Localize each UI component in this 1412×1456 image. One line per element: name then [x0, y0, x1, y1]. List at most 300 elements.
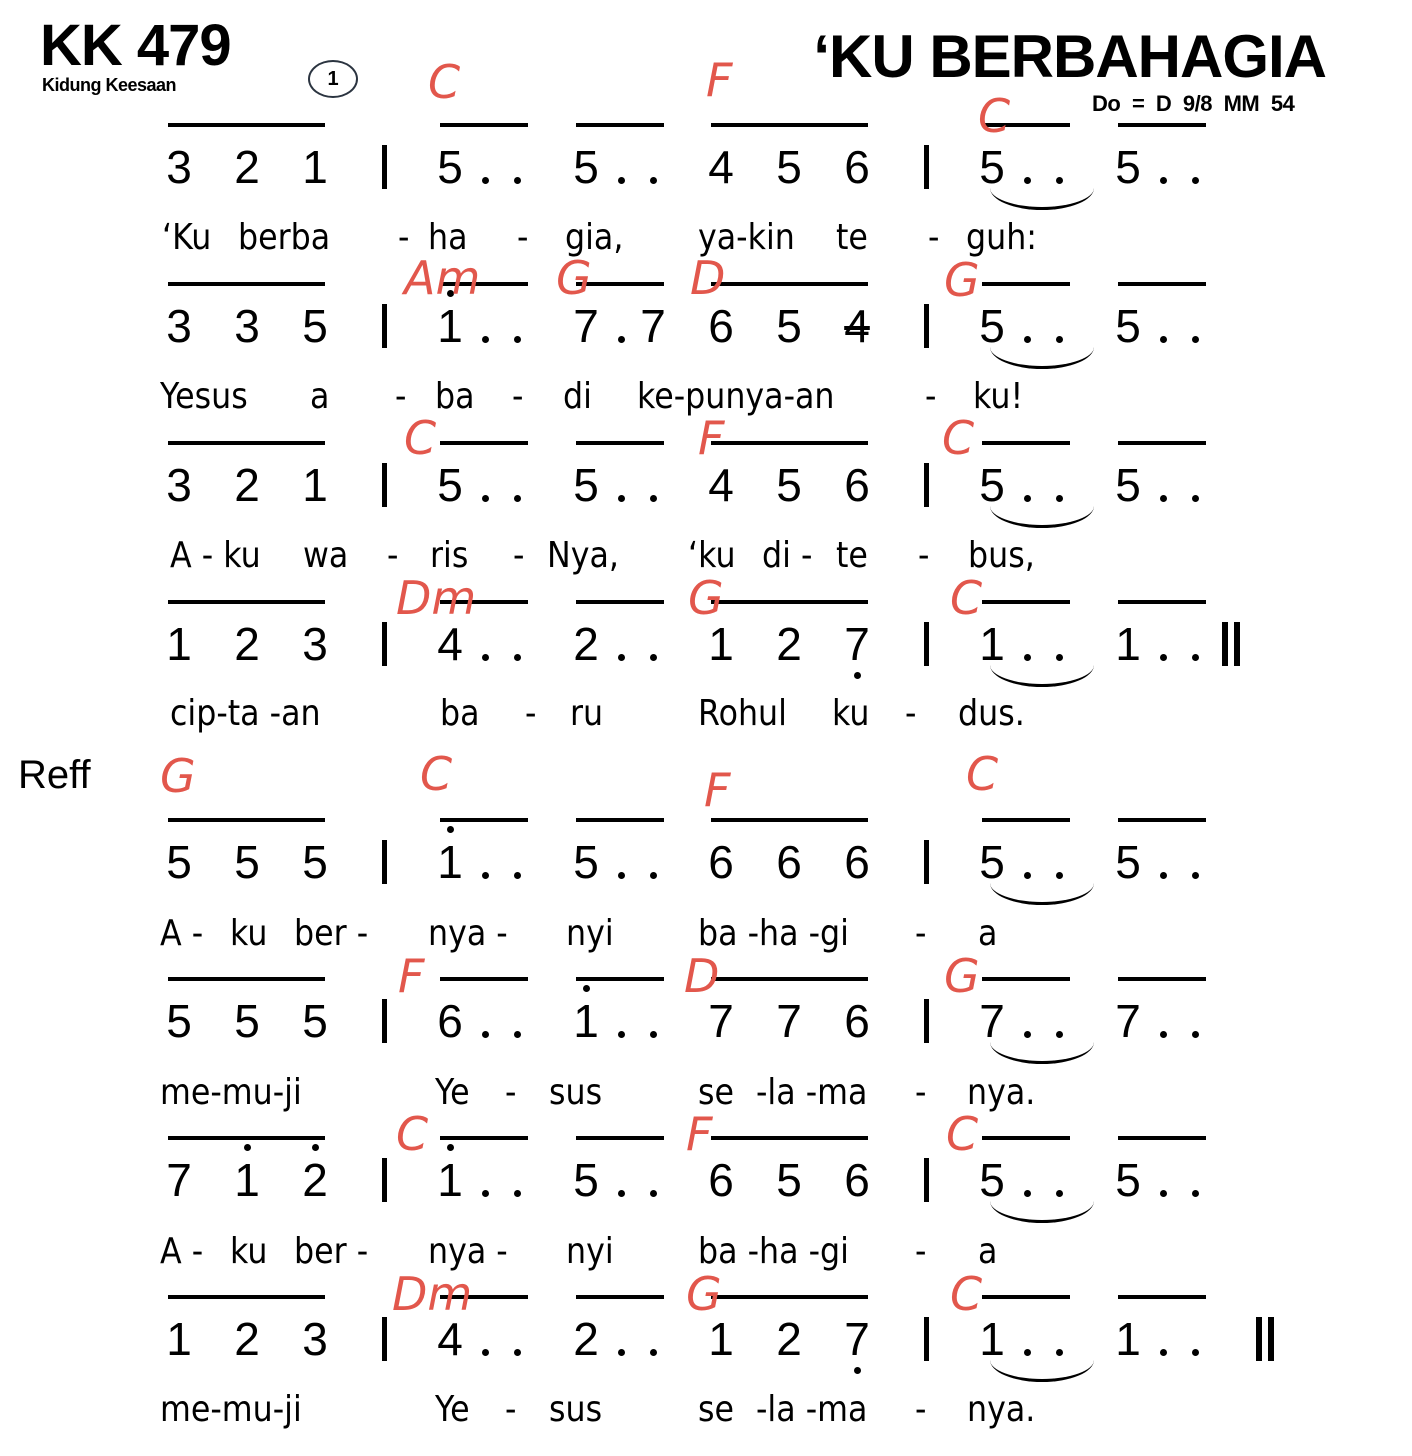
rhythm-dot — [514, 336, 521, 343]
octave-down-dot — [854, 672, 861, 679]
lyric-syllable: - — [915, 1389, 927, 1430]
beam-line — [576, 600, 664, 604]
beam-line — [576, 1295, 664, 1299]
rhythm-dot — [618, 177, 625, 184]
note: 5 — [573, 1154, 599, 1206]
rhythm-dot — [1192, 495, 1199, 502]
slur — [990, 185, 1094, 210]
chord-annotation: Dm — [392, 1267, 473, 1321]
rhythm-dot — [1024, 336, 1031, 343]
bar-line — [382, 304, 387, 348]
lyric-syllable: a — [310, 376, 330, 417]
bar-stroke — [1234, 622, 1240, 666]
note: 5 — [776, 459, 802, 511]
note: 6 — [708, 300, 734, 352]
lyric-syllable: ba -ha -gi — [698, 1231, 849, 1272]
lyric-syllable: ris — [430, 535, 469, 576]
rhythm-dot — [482, 654, 489, 661]
rhythm-dot — [1160, 1349, 1167, 1356]
beam-line — [168, 1136, 325, 1140]
note: 1 — [234, 1154, 260, 1206]
lyric-syllable: - — [905, 693, 917, 734]
refrain-label: Reff — [18, 753, 91, 797]
chord-annotation: G — [160, 749, 196, 803]
beam-line — [576, 977, 664, 981]
rhythm-dot — [482, 1031, 489, 1038]
beam-line — [1118, 1295, 1206, 1299]
rhythm-dot — [1192, 1031, 1199, 1038]
rhythm-dot — [618, 872, 625, 879]
rhythm-dot — [1192, 654, 1199, 661]
note: 4 — [844, 300, 870, 352]
note: 5 — [234, 836, 260, 888]
slur — [990, 1198, 1094, 1223]
bar-line — [924, 999, 929, 1043]
note: 5 — [776, 300, 802, 352]
lyric-syllable: - — [525, 693, 537, 734]
beam-line — [711, 1295, 868, 1299]
rhythm-dot — [514, 872, 521, 879]
note: 5 — [979, 1154, 1005, 1206]
lyric-syllable: ku — [230, 913, 268, 954]
lyric-syllable: nya - — [428, 913, 508, 954]
beam-line — [440, 123, 528, 127]
note: 4 — [437, 618, 463, 670]
rhythm-dot — [1024, 1031, 1031, 1038]
bar-line — [924, 145, 929, 189]
note: 5 — [302, 300, 328, 352]
note: 4 — [708, 459, 734, 511]
lyric-syllable: Ye — [435, 1072, 470, 1113]
octave-up-dot — [447, 826, 454, 833]
rhythm-dot — [650, 654, 657, 661]
rhythm-dot — [1056, 872, 1063, 879]
lyric-syllable: sus — [549, 1072, 603, 1113]
lyric-syllable: ‘Ku — [162, 217, 212, 258]
rhythm-dot — [650, 1349, 657, 1356]
octave-up-dot — [447, 1144, 454, 1151]
rhythm-dot — [1056, 336, 1063, 343]
lyric-syllable: dus. — [958, 693, 1025, 734]
note: 4 — [708, 141, 734, 193]
note: 5 — [1115, 1154, 1141, 1206]
note: 5 — [1115, 459, 1141, 511]
beam-line — [982, 600, 1070, 604]
beam-line — [982, 1295, 1070, 1299]
rhythm-dot — [1160, 177, 1167, 184]
note: 1 — [437, 300, 463, 352]
note: 6 — [708, 1154, 734, 1206]
bar-line — [924, 622, 929, 666]
beam-line — [168, 123, 325, 127]
note: 3 — [166, 141, 192, 193]
beam-line — [168, 977, 325, 981]
note: 1 — [979, 1313, 1005, 1365]
beam-line — [1118, 1136, 1206, 1140]
lyric-syllable: - — [513, 535, 525, 576]
beam-line — [440, 1136, 528, 1140]
rhythm-dot — [618, 1190, 625, 1197]
chord-annotation: D — [684, 949, 720, 1003]
note: 1 — [979, 618, 1005, 670]
chord-annotation: C — [404, 411, 437, 465]
beam-line — [711, 1136, 868, 1140]
note: 6 — [437, 995, 463, 1047]
rhythm-dot — [1024, 872, 1031, 879]
note: 7 — [844, 618, 870, 670]
lyric-syllable: ber - — [294, 913, 369, 954]
bar-line — [924, 1158, 929, 1202]
rhythm-dot — [1024, 177, 1031, 184]
note: 6 — [844, 836, 870, 888]
lyric-syllable: ku! — [973, 376, 1024, 417]
chord-annotation: C — [966, 747, 999, 801]
beam-line — [1118, 123, 1206, 127]
note: 1 — [708, 618, 734, 670]
lyric-syllable: - — [925, 376, 937, 417]
slur — [990, 1039, 1094, 1064]
beam-line — [982, 282, 1070, 286]
bar-stroke — [1222, 622, 1228, 666]
note: 1 — [302, 459, 328, 511]
note: 2 — [776, 618, 802, 670]
lyric-syllable: sus — [549, 1389, 603, 1430]
lyric-syllable: a — [978, 913, 998, 954]
beam-line — [1118, 441, 1206, 445]
note: 5 — [437, 141, 463, 193]
bar-line — [924, 1317, 929, 1361]
rhythm-dot — [650, 872, 657, 879]
beam-line — [711, 282, 868, 286]
note: 4 — [437, 1313, 463, 1365]
beam-line — [168, 441, 325, 445]
lyric-syllable: di - — [762, 535, 813, 576]
lyric-syllable: te — [836, 217, 868, 258]
beam-line — [168, 282, 325, 286]
slur — [990, 662, 1094, 687]
hymnal-name: Kidung Keesaan — [42, 75, 177, 95]
note: 2 — [234, 1313, 260, 1365]
chord-annotation: C — [942, 411, 975, 465]
rhythm-dot — [514, 1031, 521, 1038]
rhythm-dot — [650, 495, 657, 502]
note: 2 — [234, 141, 260, 193]
lyric-syllable: Ye — [435, 1389, 470, 1430]
chord-annotation: C — [978, 89, 1011, 143]
slur — [990, 880, 1094, 905]
rhythm-dot — [1192, 336, 1199, 343]
rhythm-dot — [482, 177, 489, 184]
beam-line — [576, 123, 664, 127]
octave-up-dot — [312, 1144, 319, 1151]
lyric-syllable: guh: — [966, 217, 1037, 258]
beam-line — [982, 441, 1070, 445]
note: 6 — [844, 995, 870, 1047]
lyric-syllable: ku — [230, 1231, 268, 1272]
note: 2 — [234, 618, 260, 670]
rhythm-dot — [1056, 1349, 1063, 1356]
lyric-syllable: ku — [832, 693, 870, 734]
chord-annotation: C — [946, 1107, 979, 1161]
note: 7 — [776, 995, 802, 1047]
lyric-syllable: - — [918, 535, 930, 576]
chord-annotation: G — [944, 949, 980, 1003]
note: 5 — [1115, 836, 1141, 888]
chord-annotation: G — [944, 253, 980, 307]
note: 6 — [844, 1154, 870, 1206]
note: 7 — [844, 1313, 870, 1365]
lyric-syllable: ke-punya-an — [637, 376, 835, 417]
lyric-syllable: se — [698, 1072, 734, 1113]
note: 6 — [708, 836, 734, 888]
note: 1 — [1115, 1313, 1141, 1365]
note: 1 — [1115, 618, 1141, 670]
lyric-syllable: ha — [428, 217, 468, 258]
chord-annotation: F — [706, 53, 733, 107]
note: 6 — [844, 141, 870, 193]
rhythm-dot — [1024, 654, 1031, 661]
lyric-syllable: A - — [160, 913, 204, 954]
hymn-number: KK 479 — [40, 13, 231, 78]
lyric-syllable: ba -ha -gi — [698, 913, 849, 954]
note: 3 — [302, 618, 328, 670]
note: 5 — [979, 836, 1005, 888]
note: 5 — [302, 995, 328, 1047]
key-tempo-info: Do = D 9/8 MM 54 — [1092, 91, 1295, 116]
chord-annotation: G — [556, 251, 592, 305]
beam-line — [711, 818, 868, 822]
note: 1 — [573, 995, 599, 1047]
note: 5 — [234, 995, 260, 1047]
rhythm-dot — [514, 1349, 521, 1356]
lyric-syllable: nyi — [566, 1231, 614, 1272]
note: 5 — [776, 1154, 802, 1206]
rhythm-dot — [1056, 495, 1063, 502]
bar-line — [924, 840, 929, 884]
rhythm-dot — [482, 495, 489, 502]
note: 3 — [166, 459, 192, 511]
bar-line — [382, 840, 387, 884]
bar-line — [924, 463, 929, 507]
lyric-syllable: Nya, — [547, 535, 619, 576]
lyric-syllable: ba — [435, 376, 475, 417]
lyric-syllable: - — [387, 535, 399, 576]
lyric-syllable: A - ku — [170, 535, 261, 576]
rhythm-dot — [1056, 654, 1063, 661]
lyric-syllable: - — [915, 913, 927, 954]
lyric-syllable: - — [505, 1072, 517, 1113]
slur — [990, 344, 1094, 369]
rhythm-dot — [1056, 1031, 1063, 1038]
note: 7 — [708, 995, 734, 1047]
chord-annotation: C — [420, 747, 453, 801]
lyric-syllable: A - — [160, 1231, 204, 1272]
lyric-syllable: - — [398, 217, 410, 258]
lyric-syllable: se — [698, 1389, 734, 1430]
lyric-syllable: wa — [303, 535, 349, 576]
rhythm-dot — [482, 1190, 489, 1197]
rhythm-dot — [650, 177, 657, 184]
rhythm-dot — [1056, 1190, 1063, 1197]
rhythm-dot — [1024, 495, 1031, 502]
note: 7 — [573, 300, 599, 352]
beam-line — [440, 977, 528, 981]
note: 1 — [437, 836, 463, 888]
octave-up-dot — [244, 1144, 251, 1151]
rhythm-dot — [482, 1349, 489, 1356]
note: 5 — [979, 459, 1005, 511]
lyric-syllable: ba — [440, 693, 480, 734]
song-title: ‘KU BERBAHAGIA — [813, 23, 1326, 90]
beam-line — [711, 441, 868, 445]
lyric-syllable: - — [395, 376, 407, 417]
lyric-syllable: a — [978, 1231, 998, 1272]
lyric-syllable: - — [915, 1231, 927, 1272]
note: 5 — [166, 995, 192, 1047]
bar-line — [924, 304, 929, 348]
lyric-syllable: -la -ma — [756, 1072, 868, 1113]
chord-annotation: C — [428, 55, 461, 109]
lyric-syllable: me-mu-ji — [160, 1072, 302, 1113]
beam-line — [440, 818, 528, 822]
beam-line — [1118, 818, 1206, 822]
lyric-syllable: te — [836, 535, 868, 576]
rhythm-dot — [1024, 1190, 1031, 1197]
lyric-syllable: nya. — [967, 1389, 1036, 1430]
lyric-syllable: di — [563, 376, 592, 417]
rhythm-dot — [618, 495, 625, 502]
octave-down-dot — [854, 1367, 861, 1374]
chord-annotation: D — [690, 251, 726, 305]
beam-line — [982, 977, 1070, 981]
note: 6 — [844, 459, 870, 511]
lyric-syllable: - — [915, 1072, 927, 1113]
rhythm-dot — [1160, 495, 1167, 502]
rhythm-dot — [650, 1031, 657, 1038]
beam-line — [1118, 282, 1206, 286]
chord-annotation: F — [686, 1107, 713, 1161]
slur — [990, 1357, 1094, 1382]
beam-line — [576, 441, 664, 445]
bar-line — [382, 622, 387, 666]
note: 5 — [1115, 141, 1141, 193]
note: 3 — [302, 1313, 328, 1365]
note: 5 — [166, 836, 192, 888]
lyric-syllable: Rohul — [698, 693, 787, 734]
rhythm-dot — [1192, 1349, 1199, 1356]
chord-annotation: C — [396, 1107, 429, 1161]
note: 2 — [776, 1313, 802, 1365]
bar-line — [382, 999, 387, 1043]
chord-annotation: G — [688, 571, 724, 625]
bar-stroke — [1268, 1317, 1274, 1361]
beam-line — [711, 123, 868, 127]
lyric-syllable: nyi — [566, 913, 614, 954]
rhythm-dot — [1192, 1190, 1199, 1197]
note: 3 — [234, 300, 260, 352]
lyric-syllable: cip-ta -an — [170, 693, 321, 734]
beam-line — [982, 1136, 1070, 1140]
bar-line — [382, 1158, 387, 1202]
chord-annotation: F — [704, 763, 731, 817]
rhythm-dot — [514, 495, 521, 502]
lyric-syllable: ya-kin — [698, 217, 795, 258]
chord-annotation: C — [950, 1267, 983, 1321]
note: 5 — [979, 300, 1005, 352]
note: 7 — [166, 1154, 192, 1206]
lyric-syllable: bus, — [968, 535, 1035, 576]
note: 5 — [1115, 300, 1141, 352]
rhythm-dot — [618, 1031, 625, 1038]
octave-up-dot — [583, 985, 590, 992]
rhythm-dot — [514, 177, 521, 184]
rhythm-dot — [618, 336, 625, 343]
note: 5 — [979, 141, 1005, 193]
lyric-syllable: ru — [570, 693, 604, 734]
note: 2 — [302, 1154, 328, 1206]
rhythm-dot — [1160, 1031, 1167, 1038]
lyric-syllable: - — [505, 1389, 517, 1430]
rhythm-dot — [1160, 654, 1167, 661]
beam-line — [576, 1136, 664, 1140]
chord-annotation: Am — [404, 251, 481, 305]
bar-line — [382, 145, 387, 189]
lyric-syllable: nya - — [428, 1231, 508, 1272]
slur — [990, 503, 1094, 528]
note: 1 — [166, 618, 192, 670]
note: 1 — [166, 1313, 192, 1365]
note: 2 — [234, 459, 260, 511]
note: 7 — [1115, 995, 1141, 1047]
beam-line — [982, 818, 1070, 822]
beam-line — [1118, 600, 1206, 604]
rhythm-dot — [1160, 1190, 1167, 1197]
chord-annotation: F — [398, 949, 425, 1003]
rhythm-dot — [1160, 336, 1167, 343]
rhythm-dot — [1056, 177, 1063, 184]
note: 5 — [573, 459, 599, 511]
lyric-syllable: ‘ku — [688, 535, 736, 576]
lyric-syllable: ber - — [294, 1231, 369, 1272]
note: 6 — [776, 836, 802, 888]
lyric-syllable: - — [928, 217, 940, 258]
note: 5 — [302, 836, 328, 888]
note: 5 — [776, 141, 802, 193]
lyric-syllable: nya. — [967, 1072, 1036, 1113]
lyric-syllable: -la -ma — [756, 1389, 868, 1430]
chord-annotation: F — [698, 411, 725, 465]
rhythm-dot — [618, 654, 625, 661]
note: 1 — [437, 1154, 463, 1206]
chord-annotation: G — [686, 1267, 722, 1321]
note: 2 — [573, 1313, 599, 1365]
rhythm-dot — [1192, 872, 1199, 879]
beam-line — [168, 1295, 325, 1299]
lyric-syllable: berba — [238, 217, 331, 258]
note: 2 — [573, 618, 599, 670]
rhythm-dot — [482, 336, 489, 343]
lyric-syllable: gia, — [565, 217, 624, 258]
chord-annotation: Dm — [396, 571, 477, 625]
rhythm-dot — [514, 654, 521, 661]
beam-line — [711, 600, 868, 604]
note: 5 — [573, 141, 599, 193]
rhythm-dot — [650, 1190, 657, 1197]
lyric-syllable: - — [517, 217, 529, 258]
note: 3 — [166, 300, 192, 352]
rhythm-dot — [1024, 1349, 1031, 1356]
beam-line — [576, 818, 664, 822]
